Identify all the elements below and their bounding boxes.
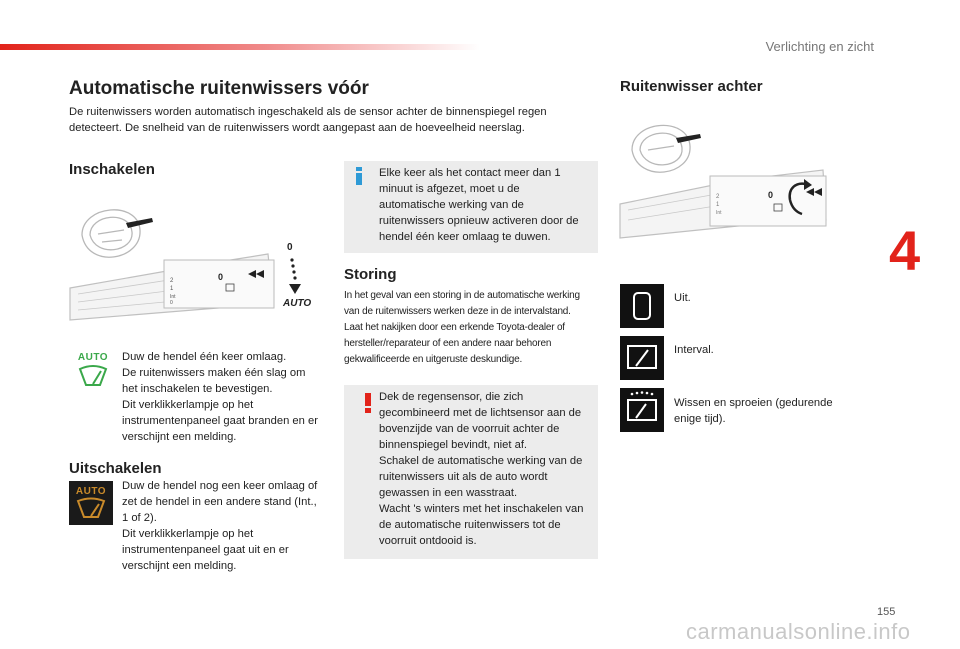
warning-box-text: Dek de regensensor, die zich gecombineerd met de lichtsensor aan de bovenzijde van de voorruit achter de binnenspiegel bevindt, niet af. Schakel de automatische werking van de ruitenwissers uit als de auto wordt gewassen in een wasstraat. Wacht 's winters met het inschakelen van de automatische ruitenwissers tot de voorruit ontdooid is. — [379, 391, 584, 547]
svg-text:2: 2 — [170, 278, 174, 284]
svg-text:0: 0 — [768, 190, 774, 200]
svg-text:0: 0 — [170, 300, 173, 306]
svg-text:0: 0 — [218, 272, 224, 282]
auto-wiper-lamp-on — [76, 352, 110, 394]
rear-option-off-label: Uit. — [674, 292, 691, 304]
svg-text:2: 2 — [716, 194, 720, 200]
lever-zero-label: 0 — [287, 242, 293, 253]
lever-illustration-on — [68, 190, 326, 330]
svg-text:Int: Int — [170, 294, 176, 300]
svg-text:1: 1 — [716, 202, 720, 208]
section-title: Verlichting en zicht — [765, 39, 874, 54]
rear-option-wash-label: Wissen en sproeien (gedurende enige tijd). — [674, 397, 833, 425]
rear-wiper-lever-illustration — [618, 108, 838, 248]
rear-wiper-heading: Ruitenwisser achter — [620, 78, 763, 95]
info-box — [344, 161, 598, 253]
rear-wiper-off-icon — [620, 284, 664, 328]
auto-lamp-label-on: AUTO — [77, 352, 109, 363]
switch-off-heading: Uitschakelen — [69, 460, 162, 477]
rear-wiper-interval-icon — [620, 336, 664, 380]
warning-icon — [364, 393, 372, 413]
info-icon — [354, 167, 364, 185]
fault-heading: Storing — [344, 266, 397, 283]
rear-option-interval-label: Interval. — [674, 344, 714, 356]
page-number: 155 — [877, 606, 896, 618]
page-title: Automatische ruitenwissers vóór — [69, 78, 369, 99]
rear-wiper-wash-icon — [620, 388, 664, 432]
intro-text: De ruitenwissers worden automatisch ingeschakeld als de sensor achter de binnenspiegel regen detecteert. De snelheid van de ruitenwissers wordt aangepast aan de hoeveelheid neerslag. — [69, 106, 547, 134]
info-box-text: Elke keer als het contact meer dan 1 minuut is afgezet, moet u de automatische werking van de ruitenwissers opnieuw activeren door de hendel één keer omlaag te duwen. — [379, 167, 579, 243]
switch-off-text: Duw de hendel nog een keer omlaag of zet de hendel in een andere stand (Int., 1 of 2). Dit verklikkerlampje op het instrumentenpaneel gaat uit en er verschijnt een melding. — [122, 480, 318, 572]
fault-text: In het geval van een storing in de automatische werking van de ruitenwissers werken deze in de intervalstand. Laat het nakijken door een erkende Toyota-dealer of hersteller/reparateur of een andere naar behoren gekwalificeerde en uitgeruste deskundige. — [344, 290, 580, 365]
chapter-number: 4 — [889, 219, 921, 282]
lever-auto-label: AUTO — [283, 298, 312, 309]
header-accent-bar — [0, 44, 480, 50]
auto-wiper-lamp-off — [69, 481, 113, 525]
watermark: carmanualsonline.info — [686, 619, 911, 644]
svg-text:Int: Int — [716, 210, 722, 216]
wiper-on-icon — [76, 363, 110, 389]
svg-text:1: 1 — [170, 286, 174, 292]
switch-on-text: Duw de hendel één keer omlaag. De ruitenwissers maken één slag om het inschakelen te bevestigen. Dit verklikkerlampje op het instrumentenpaneel gaat branden en er verschijnt een melding. — [122, 351, 318, 443]
wiper-off-icon — [69, 497, 113, 523]
auto-lamp-label-off: AUTO — [75, 486, 107, 497]
switch-on-heading: Inschakelen — [69, 161, 155, 178]
warning-box — [344, 385, 598, 559]
